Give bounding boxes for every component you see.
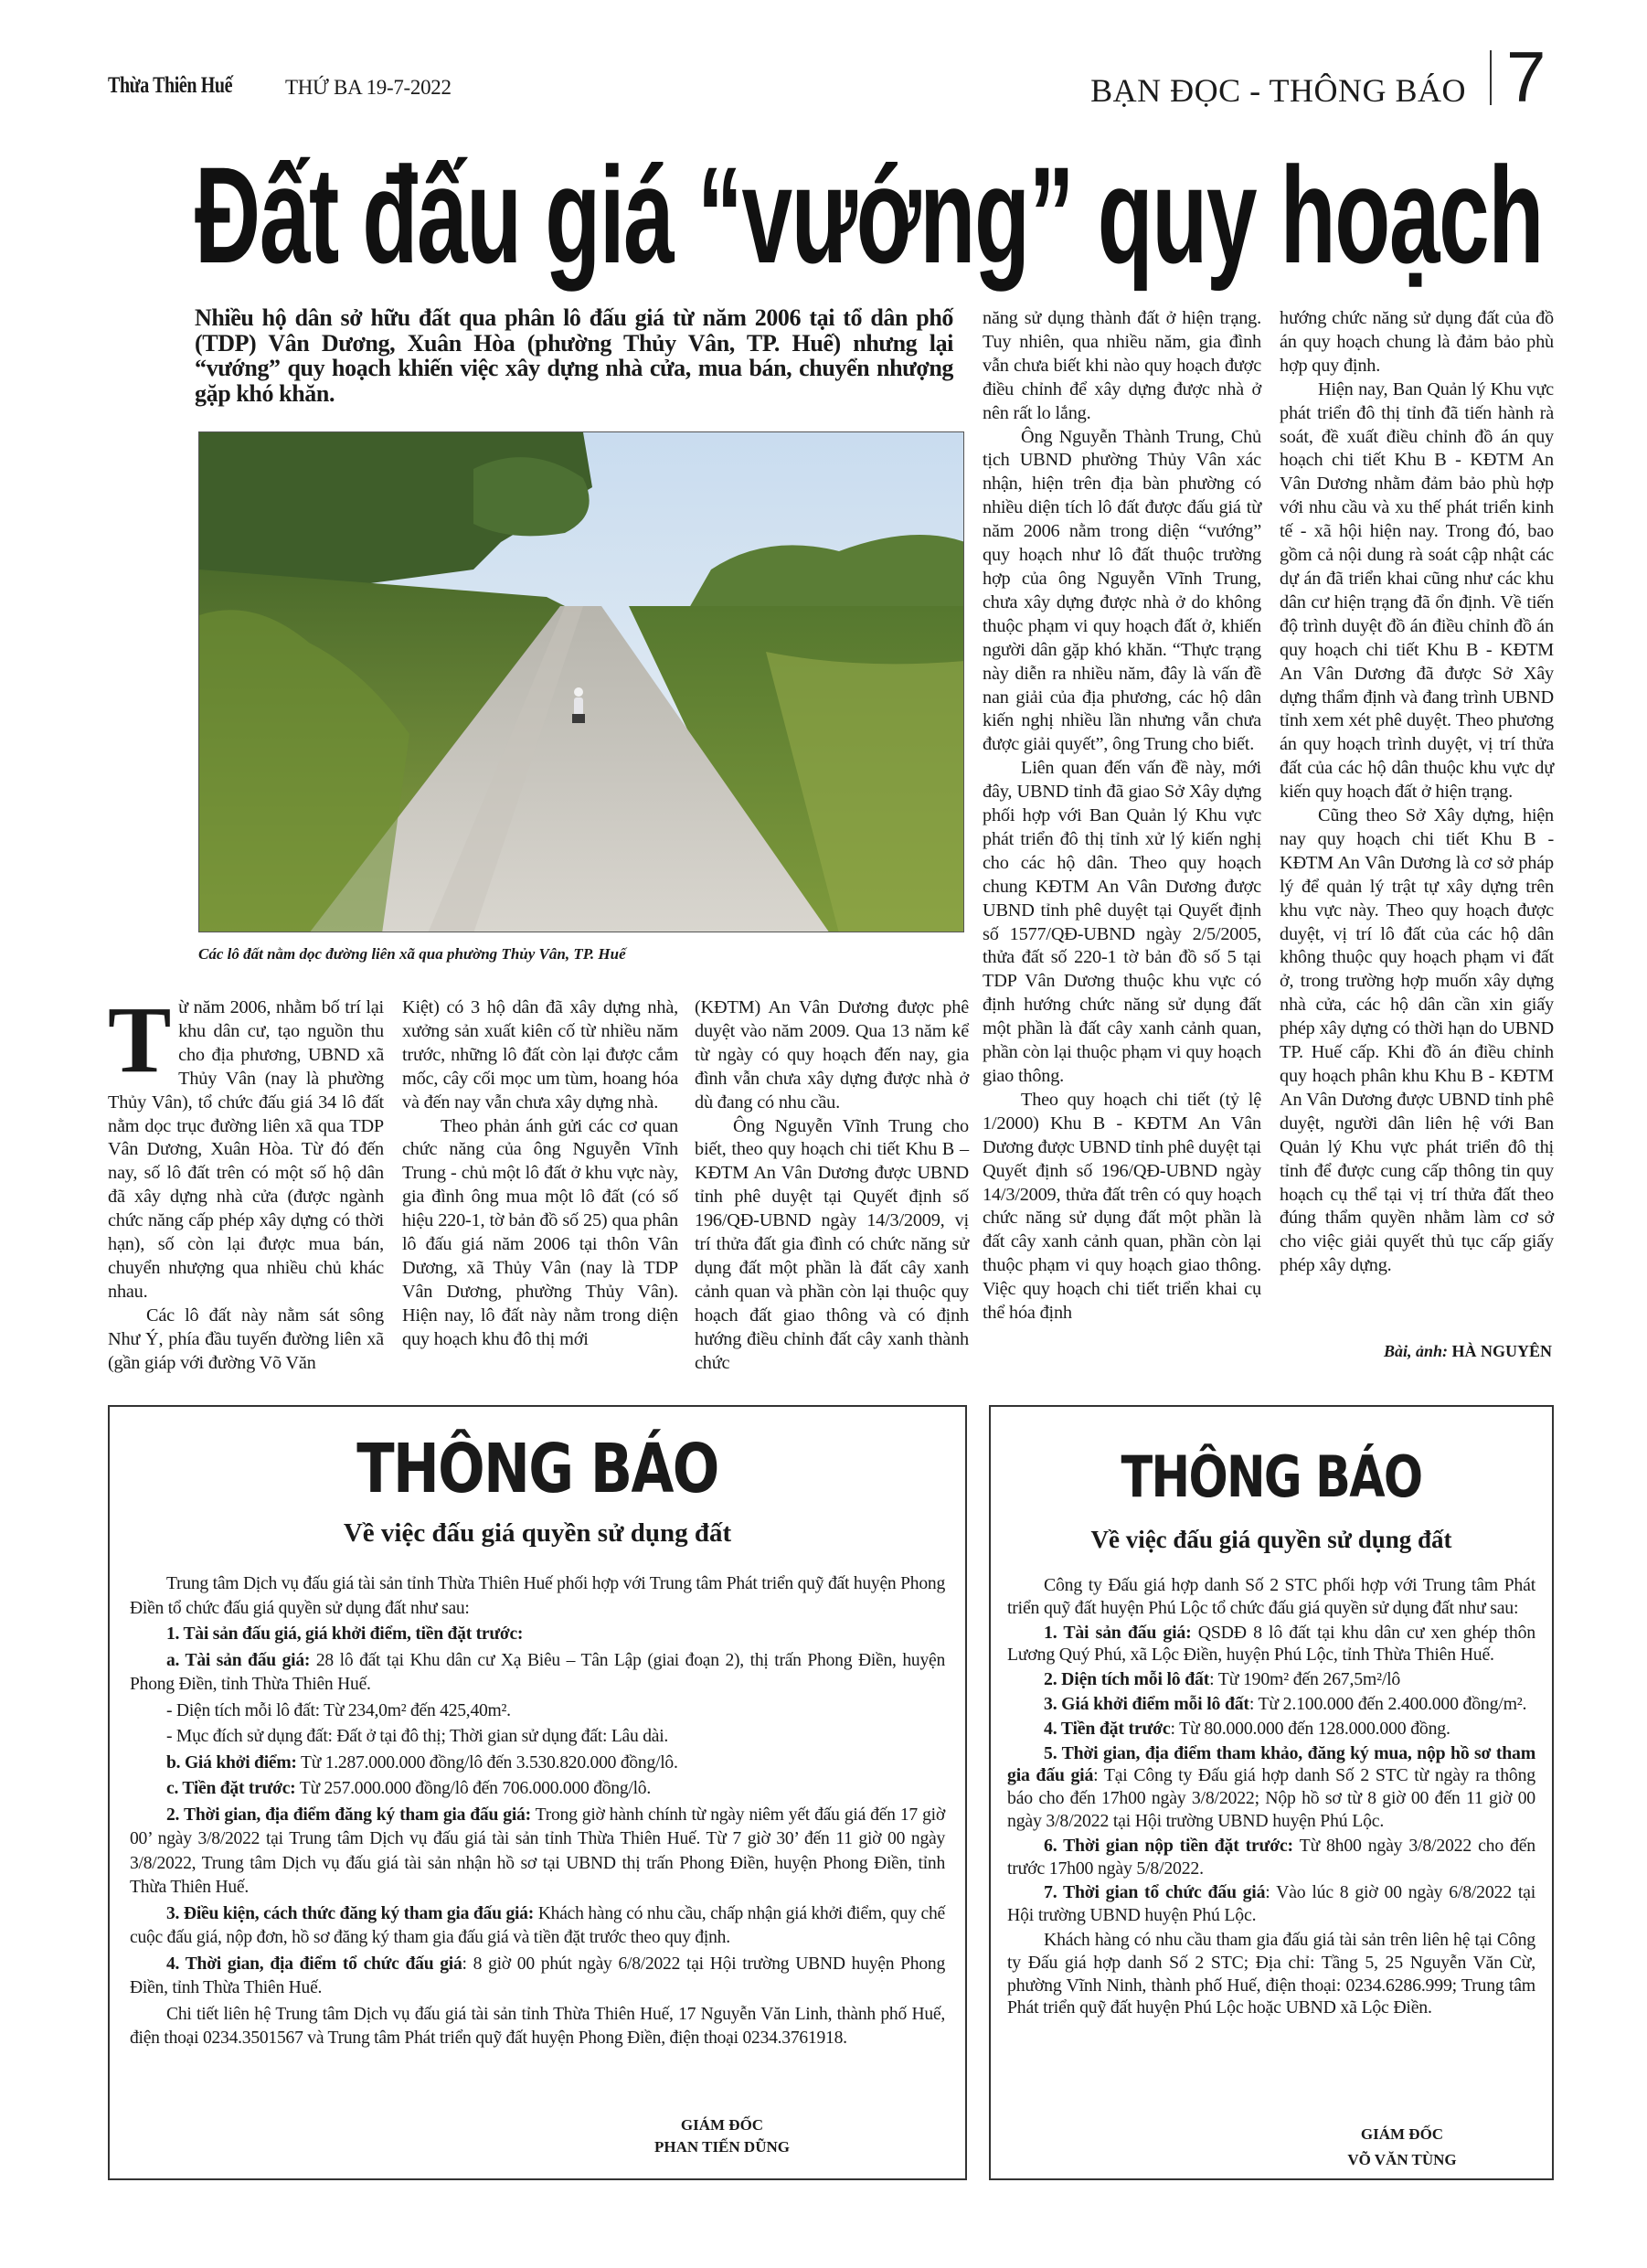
notice-item-text: : Tại Công ty Đấu giá hợp danh Số 2 STC từ ngày ra thông báo cho đến 17h00 ngày 3/8/2022; Nộp hồ sơ từ 8 giờ 00 đến 11 giờ 00 ngày 3/8/2022 tại Hội trường UBND huyện Phú Lộc.	[1007, 1765, 1535, 1831]
notice-paragraph	[1007, 1929, 1535, 2019]
notice-item-text: - Diện tích mỗi lô đất: Từ 234,0m² đến 425,40m².	[166, 1700, 511, 1720]
notice-item-text: Trong giờ hành chính từ ngày niêm yết đấu giá đến 17 giờ 00’ ngày 3/8/2022 tại Trung tâm Dịch vụ đấu giá tài sản tỉnh Thừa Thiên Huế. Từ 7 giờ 30’ đến 11 giờ 00 ngày 3/8/2022, Trung tâm Dịch vụ đấu giá tài sản nhận hồ sơ tại UBND thị trấn Phong Điền, huyện Phong Điền, tỉnh Thừa Thiên Huế.	[130, 1805, 945, 1897]
article-paragraph: Ông Nguyễn Vĩnh Trung cho biết, theo quy hoạch chi tiết Khu B – KĐTM An Vân Dương được UBND tỉnh phê duyệt tại Quyết định số 196/QĐ-UBND ngày 14/3/2009, vị trí thửa đất gia đình có chức năng sử dụng đất một phần là đất cây xanh cảnh quan và phần còn lại thuộc quy hoạch đất giao thông và có định hướng điều chỉnh đất cây xanh thành chức	[695, 1115, 969, 1373]
section-title: BẠN ĐỌC - THÔNG BÁO	[1090, 72, 1466, 109]
notice-item-heading: 1. Tài sản đấu giá, giá khởi điểm, tiền đặt trước:	[166, 1624, 524, 1644]
article-paragraph: ừ năm 2006, nhằm bố trí lại khu dân cư, tạo nguồn thu cho địa phương, UBND xã Thủy Vân (nay là phường Thủy Vân), tổ chức đấu giá 34 lô đất nằm dọc trục đường liên xã qua TDP Vân Dương, Xuân Hòa. Từ đó đến nay, số lô đất trên có một số hộ dân đã xây dựng nhà cửa (được ngành chức năng cấp phép xây dựng có thời hạn), số còn lại được mua bán, chuyển nhượng qua nhiều chủ khác nhau.	[108, 997, 384, 1302]
article-byline	[1384, 1342, 1552, 1361]
notice-item-text: Khách hàng có nhu cầu tham gia đấu giá tài sản trên liên hệ tại Công ty Đấu giá hợp danh Số 2 STC; Địa chỉ: Tầng 5, 25 Nguyễn Văn Cừ, phường Vĩnh Ninh, thành phố Huế, điện thoại: 0234.6286.999; Trung tâm Phát triển quỹ đất huyện Phú Lộc hoặc UBND xã Lộc Điền.	[1007, 1929, 1535, 2018]
notice-title: THÔNG BÁO	[356, 1430, 718, 1508]
byline-label: Bài, ảnh:	[1383, 1342, 1448, 1360]
notice-title: THÔNG BÁO	[1121, 1443, 1422, 1510]
notice-item-text: Công ty Đấu giá hợp danh Số 2 STC phối hợp với Trung tâm Phát triển quỹ đất huyện Phú Lộc tổ chức đấu giá quyền sử dụng đất như sau:	[1007, 1575, 1535, 1618]
article-lead: Nhiều hộ dân sở hữu đất qua phân lô đấu giá từ năm 2006 tại tổ dân phố (TDP) Vân Dương, Xuân Hòa (phường Thủy Vân, TP. Huế) nhưng lại “vướng” quy hoạch khiến việc xây dựng nhà cửa, mua bán, chuyển nhượng gặp khó khăn.	[195, 304, 953, 407]
article-paragraph: Liên quan đến vấn đề này, mới đây, UBND tỉnh đã giao Sở Xây dựng phối hợp với Ban Quản lý Khu vực phát triển đô thị tỉnh xử lý kiến nghị cho các hộ dân. Theo quy hoạch chung KĐTM An Vân Dương được UBND tỉnh phê duyệt tại Quyết định số 1577/QĐ-UBND ngày 2/5/2005, thửa đất số 220-1 tờ bản đồ số 5 tại TDP Vân Dương thuộc khu vực có định hướng chức năng sử dụng đất một phần là đất cây xanh cảnh quan, phần còn lại thuộc phạm vi quy hoạch giao thông.	[983, 758, 1261, 1086]
notice-item-text: Khách hàng có nhu cầu, chấp nhận giá khởi điểm, quy chế cuộc đấu giá, nộp đơn, hồ sơ đăng ký tham gia đấu giá và tiền đặt trước theo quy định.	[130, 1903, 945, 1947]
article-paragraph: Theo phản ánh gửi các cơ quan chức năng của ông Nguyễn Vĩnh Trung - chủ một lô đất ở khu vực này, gia đình ông mua một lô đất (có số hiệu 220-1, tờ bản đồ số 25) qua phân lô đấu giá năm 2006 tại thôn Vân Dương, xã Thủy Vân (nay là TDP Vân Dương, phường Thủy Vân). Hiện nay, lô đất này nằm trong diện quy hoạch khu đô thị mới	[402, 1115, 678, 1349]
notice-body	[1007, 1574, 1535, 2019]
notice-item-text: QSDĐ 8 lô đất tại khu dân cư xen ghép thôn Lương Quý Phú, xã Lộc Điền, huyện Phú Lộc, tỉnh Thừa Thiên Huế.	[1007, 1622, 1535, 1666]
notice-paragraph	[1007, 1718, 1535, 1741]
notice-signature	[585, 2114, 859, 2158]
notice-item-heading: 4. Thời gian, địa điểm tổ chức đấu giá	[166, 1954, 462, 1974]
notice-paragraph	[1007, 1693, 1535, 1716]
notice-paragraph	[1007, 1835, 1535, 1880]
notice-item-text: Từ 1.287.000.000 đồng/lô đến 3.530.820.000 đồng/lô.	[296, 1752, 678, 1773]
notice-subtitle: Về việc đấu giá quyền sử dụng đất	[343, 1518, 732, 1548]
article-headline: Đất đấu giá “vướng” quy hoạch	[195, 138, 1543, 292]
issue-date: THỨ BA 19-7-2022	[285, 76, 452, 99]
notice-item-text: : Từ 80.000.000 đến 128.000.000 đồng.	[1170, 1718, 1450, 1739]
notice-item-heading: 2. Thời gian, địa điểm đăng ký tham gia đấu giá:	[166, 1805, 531, 1825]
byline-author: HÀ NGUYÊN	[1451, 1342, 1552, 1360]
notice-item-heading: 3. Giá khởi điểm mỗi lô đất	[1044, 1693, 1249, 1714]
newspaper-name: Thừa Thiên Huế	[108, 73, 233, 98]
article-column-1	[108, 987, 384, 1376]
article-paragraph: Hiện nay, Ban Quản lý Khu vực phát triển đô thị tỉnh đã tiến hành rà soát, đề xuất điều chỉnh đồ án quy hoạch chi tiết Khu B - KĐTM An Vân Dương nhằm đảm bảo phù hợp với nhu cầu và xu thế phát triển kinh tế - xã hội hiện nay. Trong đó, bao gồm cả nội dung rà soát cập nhật các dự án đã triển khai cũng như các khu dân cư hiện trạng đã ổn định. Về tiến độ trình duyệt đồ án điều chỉnh đồ án quy hoạch chi tiết Khu B - KĐTM An Vân Dương đã được Sở Xây dựng thẩm định và đang trình UBND tỉnh xem xét phê duyệt. Theo phương án quy hoạch trình duyệt, vị trí thửa đất của các hộ dân thuộc khu vực dự kiến quy hoạch đất ở hiện trạng.	[1280, 378, 1554, 803]
notice-item-text: Từ 257.000.000 đồng/lô đến 706.000.000 đồng/lô.	[295, 1779, 651, 1798]
article-paragraph: hướng chức năng sử dụng đất của đồ án quy hoạch chung là đảm bảo phù hợp quy định.	[1280, 308, 1554, 376]
notice-paragraph	[130, 1777, 945, 1802]
notice-subtitle: Về việc đấu giá quyền sử dụng đất	[1090, 1526, 1452, 1553]
notice-item-heading: 5. Thời gian, địa điểm tham khảo, đăng ký mua, nộp hồ sơ tham gia đấu giá	[1007, 1742, 1535, 1786]
article-paragraph: Ông Nguyễn Thành Trung, Chủ tịch UBND phường Thủy Vân xác nhận, hiện trên địa bàn phường có nhiều diện tích lô đất được đấu giá từ năm 2006 nằm trong diện “vướng” quy hoạch như lô đất thuộc trường hợp của ông Nguyễn Vĩnh Trung, chưa xây dựng được nhà ở do không thuộc phạm vi quy hoạch đất ở, khiến người dân gặp khó khăn. “Thực trạng này diễn ra nhiều năm, đây là vấn đề nan giải của địa phương, các hộ dân kiến nghị nhiều lần nhưng vẫn chưa được giải quyết”, ông Trung cho biết.	[983, 426, 1261, 755]
notice-box-phong-dien	[108, 1405, 967, 2180]
notice-body	[130, 1572, 945, 2051]
notice-signature	[1283, 2122, 1521, 2173]
notice-paragraph	[1007, 1668, 1535, 1691]
notice-item-heading: 4. Tiền đặt trước	[1044, 1718, 1171, 1739]
article-column-4	[983, 307, 1261, 1326]
notice-item-text: : Từ 2.100.000 đến 2.400.000 đồng/m².	[1249, 1693, 1527, 1714]
notice-item-text: - Mục đích sử dụng đất: Đất ở tại đô thị; Thời gian sử dụng đất: Lâu dài.	[166, 1727, 669, 1746]
notice-item-text: : 8 giờ 00 phút ngày 6/8/2022 tại Hội trường UBND huyện Phong Điền, tỉnh Thừa Thiên Huế.	[130, 1954, 945, 1997]
notice-paragraph	[130, 1649, 945, 1698]
article-paragraph: Theo quy hoạch chi tiết (tỷ lệ 1/2000) Khu B - KĐTM An Vân Dương được UBND tỉnh phê duyệt tại Quyết định số 196/QĐ-UBND ngày 14/3/2009, thửa đất trên có quy hoạch chức năng sử dụng đất một phần là đất cây xanh cảnh quan, phần còn lại thuộc phạm vi quy hoạch giao thông. Việc quy hoạch chi tiết triển khai cụ thể hóa định	[983, 1089, 1261, 1324]
notice-item-text: Chi tiết liên hệ Trung tâm Dịch vụ đấu giá tài sản tỉnh Thừa Thiên Huế, 17 Nguyễn Văn Linh, thành phố Huế, điện thoại 0234.3501567 và Trung tâm Phát triển quỹ đất huyện Phong Điền, điện thoại 0234.3761918.	[130, 2004, 945, 2048]
notice-paragraph	[130, 1953, 945, 2001]
notice-box-phu-loc	[989, 1405, 1554, 2180]
article-paragraph: Cũng theo Sở Xây dựng, hiện nay quy hoạch chi tiết Khu B - KĐTM An Vân Dương là cơ sở pháp lý để quản lý trật tự xây dựng trên khu vực này. Theo quy hoạch được duyệt, vị trí lô đất của các hộ dân không thuộc quy hoạch phạm vi đất ở, trong trường hợp muốn xây dựng nhà cửa, các hộ dân cần xin giấy phép xây dựng có thời hạn do UBND TP. Huế cấp. Khi đồ án điều chỉnh quy hoạch phân khu Khu B - KĐTM An Vân Dương được UBND tỉnh phê duyệt, người dân liên hệ với Ban Quản lý Khu vực phát triển đô thị tỉnh để được cung cấp thông tin quy hoạch cụ thể tại vị trí thửa đất theo đúng thẩm quyền nhằm làm cơ sở cho việc giải quyết thủ tục cấp giấy phép xây dựng.	[1280, 805, 1554, 1276]
notice-item-heading: c. Tiền đặt trước:	[166, 1779, 296, 1798]
notice-item-text: Trung tâm Dịch vụ đấu giá tài sản tỉnh Thừa Thiên Huế phối hợp với Trung tâm Phát triển quỹ đất huyện Phong Điền tổ chức đấu giá quyền sử dụng đất như sau:	[130, 1574, 945, 1618]
drop-cap: T	[108, 987, 172, 1092]
article-column-5	[1280, 307, 1554, 1278]
notice-item-text: : Từ 190m² đến 267,5m²/lô	[1209, 1669, 1401, 1690]
notice-paragraph	[130, 2003, 945, 2051]
notice-item-heading: 6. Thời gian nộp tiền đặt trước:	[1044, 1835, 1293, 1856]
notice-item-text: : Vào lúc 8 giờ 00 ngày 6/8/2022 tại Hội trường UBND huyện Phú Lộc.	[1007, 1882, 1535, 1926]
article-column-2	[402, 996, 678, 1352]
article-paragraph: Các lô đất này nằm sát sông Như Ý, phía đầu tuyến đường liên xã (gần giáp với đường Võ Văn	[108, 1304, 384, 1373]
headline-container	[195, 138, 1543, 292]
page-number: 7	[1506, 37, 1546, 117]
notice-item-heading: 2. Diện tích mỗi lô đất	[1044, 1669, 1210, 1690]
notice-item-heading: 1. Tài sản đấu giá:	[1044, 1622, 1192, 1643]
notice-paragraph	[1007, 1574, 1535, 1620]
notice-paragraph	[1007, 1742, 1535, 1833]
notice-paragraph	[130, 1623, 945, 1647]
article-paragraph: (KĐTM) An Vân Dương được phê duyệt vào năm 2009. Qua 13 năm kể từ ngày có quy hoạch đến nay, gia đình vẫn chưa xây dựng được nhà ở dù đang có nhu cầu.	[695, 997, 969, 1113]
notice-paragraph	[130, 1725, 945, 1750]
article-paragraph: Kiệt) có 3 hộ dân đã xây dựng nhà, xưởng sản xuất kiên cố từ nhiều năm trước, những lô đất còn lại được cắm mốc, cây cối mọc um tùm, hoang hóa và đến nay vẫn chưa xây dựng nhà.	[402, 997, 678, 1113]
article-column-3	[695, 996, 969, 1376]
signer-name: VÕ VĂN TÙNG	[1347, 2151, 1457, 2168]
notice-item-heading: 3. Điều kiện, cách thức đăng ký tham gia đấu giá:	[166, 1903, 535, 1923]
notice-paragraph	[1007, 1881, 1535, 1927]
signer-title: GIÁM ĐỐC	[1360, 2125, 1444, 2143]
photo-caption: Các lô đất nằm dọc đường liên xã qua phường Thủy Vân, TP. Huế	[198, 945, 626, 963]
notice-paragraph	[130, 1572, 945, 1621]
notice-item-heading: b. Giá khởi điểm:	[166, 1752, 297, 1773]
article-photo	[198, 431, 964, 932]
notice-item-text: 28 lô đất tại Khu dân cư Xạ Biêu – Tân Lập (giai đoạn 2), thị trấn Phong Điền, huyện Phong Điền, tỉnh Thừa Thiên Huế.	[130, 1650, 946, 1694]
road-photo-illustration	[199, 432, 964, 932]
signer-title: GIÁM ĐỐC	[680, 2116, 764, 2134]
notice-paragraph	[130, 1699, 945, 1724]
notice-item-heading: 7. Thời gian tổ chức đấu giá	[1044, 1882, 1266, 1903]
header-divider	[1490, 50, 1492, 105]
notice-paragraph	[130, 1752, 945, 1776]
notice-item-text: Từ 8h00 ngày 3/8/2022 cho đến trước 17h00 ngày 5/8/2022.	[1007, 1835, 1535, 1879]
notice-paragraph	[130, 1902, 945, 1951]
notice-paragraph	[1007, 1622, 1535, 1667]
notice-item-heading: a. Tài sản đấu giá:	[166, 1650, 311, 1670]
notice-paragraph	[130, 1804, 945, 1901]
signer-name: PHAN TIẾN DŨNG	[654, 2138, 790, 2156]
article-paragraph: năng sử dụng thành đất ở hiện trạng. Tuy nhiên, qua nhiều năm, gia đình vẫn chưa biết khi nào quy hoạch được điều chỉnh để xây dựng được nhà ở nên rất lo lắng.	[983, 308, 1261, 423]
